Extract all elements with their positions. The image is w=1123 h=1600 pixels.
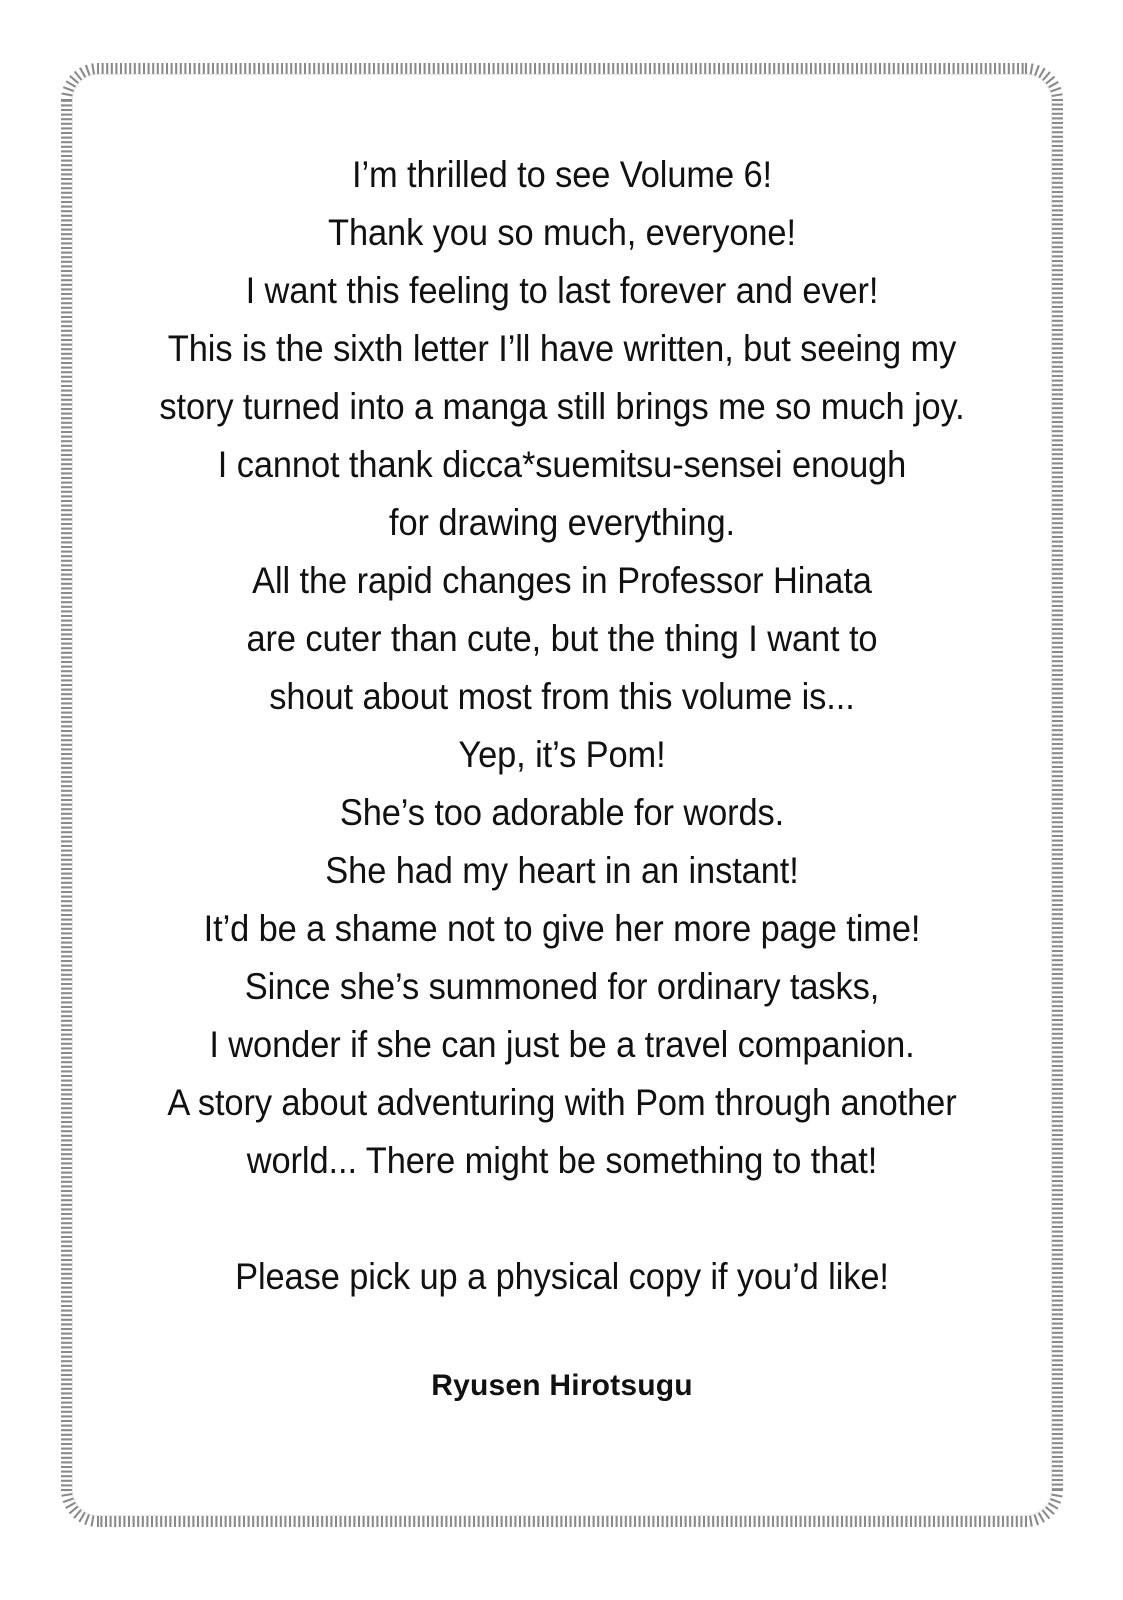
letter-line: I cannot thank dicca*suemitsu-sensei enough bbox=[217, 444, 907, 485]
letter-line: I’m thrilled to see Volume 6! bbox=[351, 154, 772, 195]
letter-line: It’d be a shame not to give her more page time! bbox=[203, 908, 921, 949]
letter-line: I want this feeling to last forever and ever! bbox=[245, 270, 879, 311]
letter-line: are cuter than cute, but the thing I want to bbox=[246, 618, 878, 659]
letter-line: All the rapid changes in Professor Hinata bbox=[252, 560, 872, 601]
letter-line: I wonder if she can just be a travel companion. bbox=[209, 1024, 915, 1065]
signature-gap bbox=[72, 1306, 1052, 1366]
letter-line: A story about adventuring with Pom through another bbox=[167, 1082, 957, 1123]
letter-line: shout about most from this volume is... bbox=[269, 676, 855, 717]
letter-body bbox=[72, 74, 1052, 1516]
letter-line: story turned into a manga still brings me so much joy. bbox=[159, 386, 965, 427]
letter-line: Since she’s summoned for ordinary tasks, bbox=[244, 966, 880, 1007]
letter-line: This is the sixth letter I’ll have written, but seeing my bbox=[167, 328, 957, 369]
letter-line: She had my heart in an instant! bbox=[325, 850, 799, 891]
paragraph-gap bbox=[72, 1190, 1052, 1248]
author-signature: Ryusen Hirotsugu bbox=[431, 1369, 693, 1402]
body-text-block bbox=[72, 146, 1052, 1190]
letter-line: world... There might be something to that! bbox=[246, 1140, 878, 1181]
closing-line: Please pick up a physical copy if you’d like! bbox=[235, 1256, 889, 1297]
letter-line: for drawing everything. bbox=[389, 502, 735, 543]
letter-line: Thank you so much, everyone! bbox=[328, 212, 796, 253]
letter-line: She’s too adorable for words. bbox=[339, 792, 785, 833]
letter-line: Yep, it’s Pom! bbox=[458, 734, 666, 775]
